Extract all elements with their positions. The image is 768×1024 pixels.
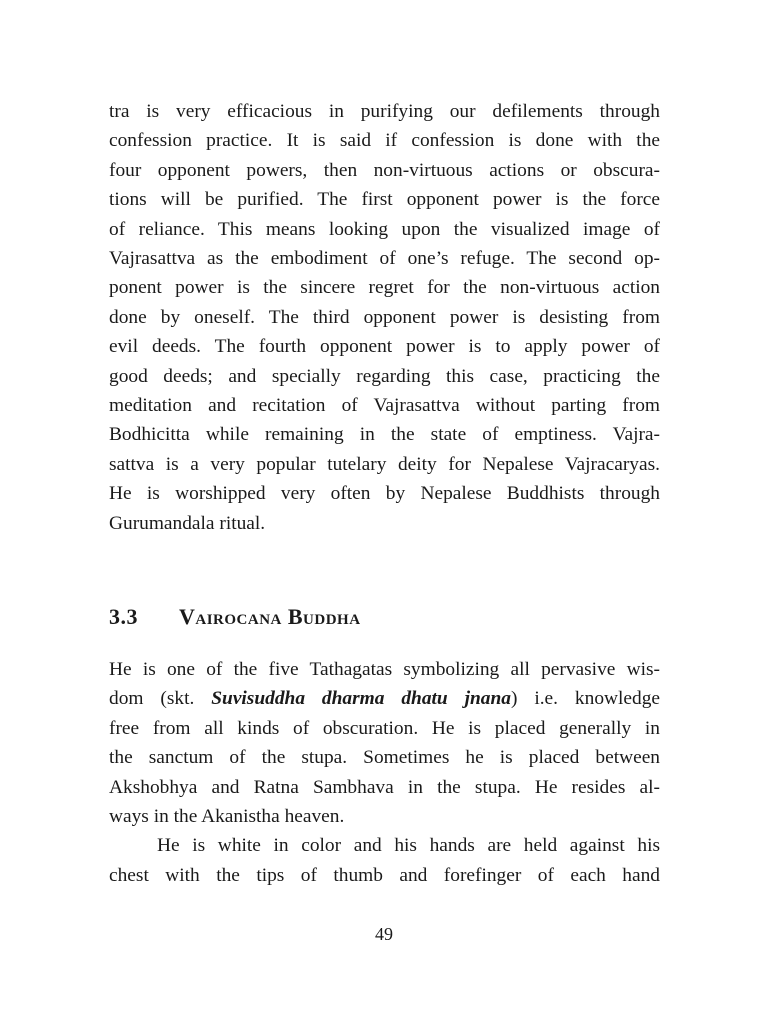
- section-heading: [109, 604, 660, 630]
- text-line: ways in the Akanistha heaven.: [109, 806, 345, 828]
- text-line: meditation and recitation of Vajrasattva without parting from: [109, 395, 660, 417]
- section-number: 3.3: [109, 604, 138, 629]
- sanskrit-term: Suvisuddha dharma dhatu jnana: [211, 688, 511, 710]
- paragraph-vairocana: [109, 655, 660, 890]
- text-line: He is one of the five Tathagatas symbolizing all pervasive wis-: [109, 659, 660, 680]
- text-line: tra is very efficacious in purifying our defilements through: [109, 101, 660, 122]
- text-line: the sanctum of the stupa. Sometimes he is placed between: [109, 747, 660, 769]
- section-title: Vairocana Buddha: [179, 604, 361, 629]
- paragraph-vairocana-appearance: [109, 831, 660, 890]
- text-line: He is white in color and his hands are held against his: [157, 835, 660, 857]
- text-line: Bodhicitta while remaining in the state of emptiness. Vajra-: [109, 424, 660, 446]
- text-line: Gurumandala ritual.: [109, 512, 266, 534]
- text-line: confession practice. It is said if confession is done with the: [109, 130, 660, 152]
- text-line: He is worshipped very often by Nepalese Buddhists through: [109, 483, 660, 505]
- text-line: Vajrasattva as the embodiment of one’s refuge. The second op-: [109, 248, 660, 270]
- text-line: sattva is a very popular tutelary deity for Nepalese Vajracaryas.: [109, 453, 660, 475]
- text-line: free from all kinds of obscuration. He is placed generally in: [109, 717, 660, 739]
- text-line: chest with the tips of thumb and forefinger of each hand: [109, 864, 660, 886]
- text-line: ponent power is the sincere regret for the non-virtuous action: [109, 277, 660, 299]
- text-line: evil deeds. The fourth opponent power is to apply power of: [109, 336, 660, 358]
- paragraph-vajrasattva-confession: [109, 97, 660, 538]
- text-fragment: ) i.e. knowledge: [510, 688, 661, 710]
- text-line: done by oneself. The third opponent power is desisting from: [109, 306, 660, 328]
- page-number: 49: [375, 924, 393, 944]
- text-line: good deeds; and specially regarding this case, practicing the: [109, 365, 660, 387]
- text-line: of reliance. This means looking upon the visualized image of: [109, 218, 660, 240]
- text-line: Akshobhya and Ratna Sambhava in the stupa. He resides al-: [109, 776, 660, 798]
- text-line-with-term: [109, 684, 660, 713]
- text-line: four opponent powers, then non-virtuous actions or obscura-: [109, 159, 660, 181]
- text-fragment: dom (skt.: [109, 688, 212, 710]
- text-line: tions will be purified. The first opponent power is the force: [109, 189, 660, 211]
